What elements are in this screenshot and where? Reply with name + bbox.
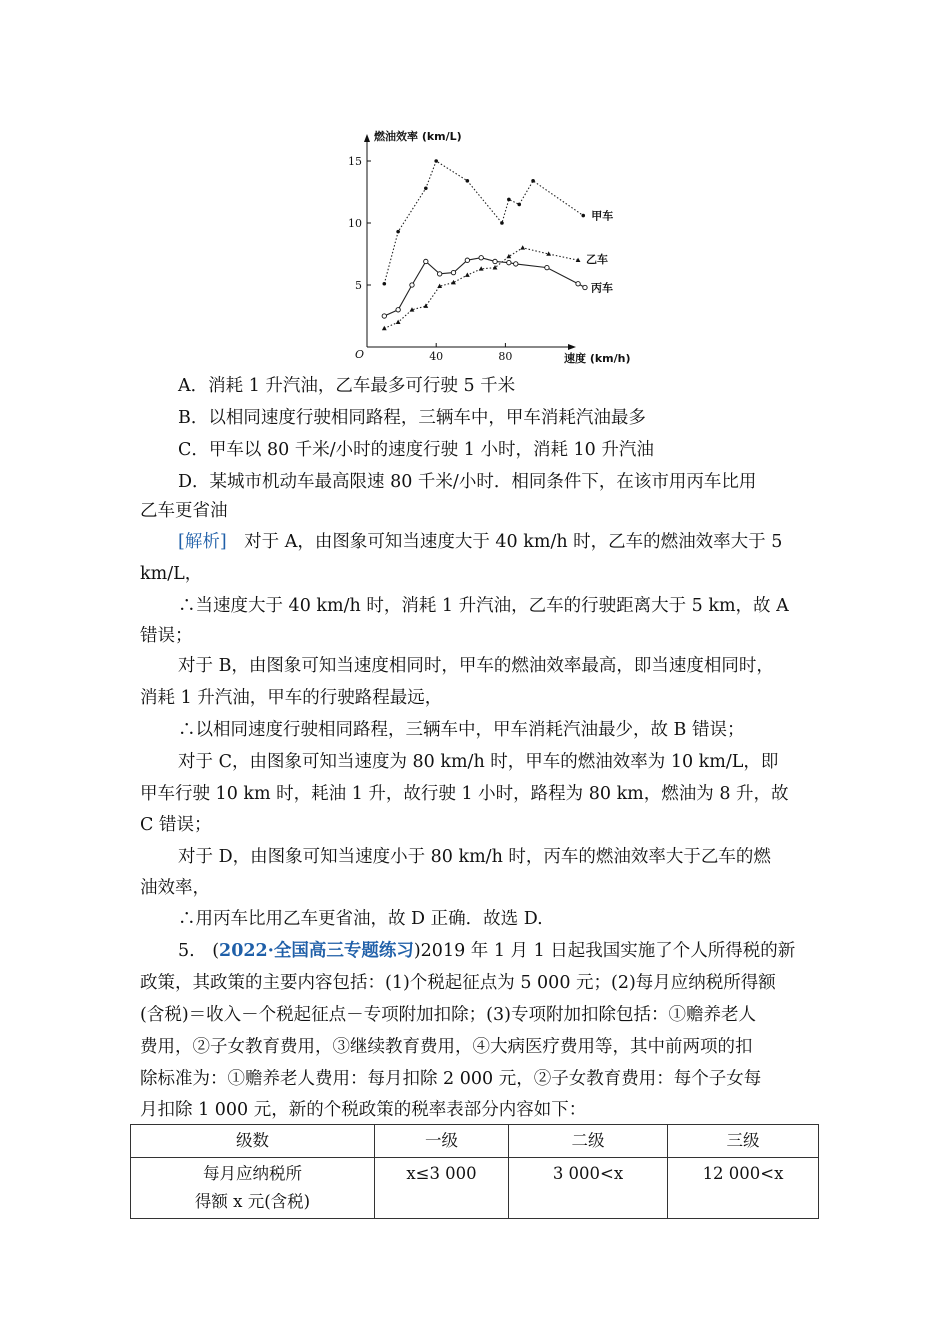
q5-line-3: (含税)＝收入－个税起征点－专项附加扣除；(3)专项附加扣除包括：①赡养老人 bbox=[140, 1005, 756, 1025]
data-point bbox=[517, 203, 521, 207]
table-row bbox=[131, 1158, 819, 1219]
analysis-line-11: 对于 D，由图象可知当速度小于 80 km/h 时，丙车的燃油效率大于乙车的燃 bbox=[178, 847, 771, 867]
x-axis-label: 速度 (km/h) bbox=[564, 352, 631, 365]
option-b: B．以相同速度行驶相同路程，三辆车中，甲车消耗汽油最多 bbox=[178, 408, 646, 428]
analysis-line-8: 对于 C，由图象可知当速度为 80 km/h 时，甲车的燃油效率为 10 km/L，即 bbox=[178, 752, 779, 772]
q5-line-5: 除标准为：①赡养老人费用：每月扣除 2 000 元，②子女教育费用：每个子女每 bbox=[140, 1069, 762, 1089]
x-tick-label: 80 bbox=[498, 350, 513, 363]
data-point bbox=[424, 259, 428, 263]
q5-number: 5. ( bbox=[178, 941, 220, 961]
data-point bbox=[507, 260, 511, 264]
series-label: 甲车 bbox=[591, 209, 614, 223]
option-d-line2: 乙车更省油 bbox=[140, 501, 228, 521]
data-point bbox=[493, 259, 497, 263]
q5-line-2: 政策，其政策的主要内容包括：(1)个税起征点为 5 000 元；(2)每月应纳税所得额 bbox=[140, 973, 776, 993]
table-header-cell: 三级 bbox=[668, 1125, 819, 1158]
data-point bbox=[410, 283, 414, 287]
analysis-line-3: ∴当速度大于 40 km/h 时，消耗 1 升汽油，乙车的行驶距离大于 5 km，故 A bbox=[178, 596, 789, 616]
data-point bbox=[465, 272, 470, 276]
q5-line-1 bbox=[178, 937, 795, 965]
analysis-line-12: 油效率， bbox=[140, 878, 210, 898]
data-point bbox=[437, 272, 441, 276]
data-point bbox=[500, 221, 504, 225]
data-point bbox=[514, 262, 518, 266]
y-tick-label: 15 bbox=[348, 155, 362, 168]
fuel-efficiency-chart bbox=[340, 122, 640, 372]
q5-text: )2019 年 1 月 1 日起我国实施了个人所得税的新 bbox=[413, 941, 796, 961]
y-tick-label: 5 bbox=[355, 279, 362, 292]
data-point bbox=[396, 230, 400, 234]
option-d-line1: D．某城市机动车最高限速 80 千米/小时．相同条件下，在该市用丙车比用 bbox=[178, 472, 757, 492]
analysis-line-1 bbox=[178, 528, 782, 556]
analysis-line-13: ∴用丙车比用乙车更省油，故 D 正确．故选 D. bbox=[178, 909, 543, 929]
table-header-row bbox=[131, 1125, 819, 1158]
table-header-cell: 二级 bbox=[509, 1125, 668, 1158]
option-a: A．消耗 1 升汽油，乙车最多可行驶 5 千米 bbox=[178, 376, 516, 396]
data-point bbox=[545, 265, 549, 269]
option-c: C．甲车以 80 千米/小时的速度行驶 1 小时，消耗 10 升汽油 bbox=[178, 440, 654, 460]
table-row-label-line2: 得额 x 元(含税) bbox=[194, 1192, 311, 1211]
q5-source: 2022·全国高三专题练习 bbox=[219, 941, 414, 961]
data-point bbox=[396, 308, 400, 312]
data-point bbox=[382, 314, 386, 318]
table-row-label bbox=[131, 1158, 375, 1219]
series-label: 丙车 bbox=[590, 281, 613, 295]
x-tick-label: 40 bbox=[429, 350, 444, 363]
data-point bbox=[383, 282, 387, 286]
tax-rate-table bbox=[130, 1124, 819, 1219]
data-point bbox=[506, 254, 511, 258]
analysis-line-9: 甲车行驶 10 km 时，耗油 1 升，故行驶 1 小时，路程为 80 km，燃油为 8 升，故 bbox=[140, 784, 789, 804]
data-point bbox=[581, 214, 585, 218]
series-line-3 bbox=[384, 258, 585, 316]
analysis-line-2: km/L， bbox=[140, 564, 203, 584]
data-point bbox=[576, 282, 580, 286]
data-point bbox=[465, 258, 469, 262]
data-point bbox=[451, 270, 455, 274]
table-cell: 3 000<x bbox=[509, 1158, 668, 1219]
data-point bbox=[382, 326, 387, 330]
table-cell: x≤3 000 bbox=[375, 1158, 509, 1219]
data-point bbox=[423, 303, 428, 307]
data-point bbox=[583, 285, 587, 289]
data-point bbox=[507, 198, 511, 202]
table-row-label-line1: 每月应纳税所 bbox=[203, 1164, 302, 1183]
table-header-cell: 级数 bbox=[131, 1125, 375, 1158]
analysis-line-10: C 错误； bbox=[140, 815, 212, 835]
data-point bbox=[466, 179, 470, 183]
q5-line-6: 月扣除 1 000 元，新的个税政策的税率表部分内容如下： bbox=[140, 1100, 587, 1120]
data-point bbox=[531, 179, 535, 183]
y-tick-label: 10 bbox=[348, 217, 362, 230]
analysis-line-5: 对于 B，由图象可知当速度相同时，甲车的燃油效率最高，即当速度相同时， bbox=[178, 656, 774, 676]
y-axis-arrow bbox=[364, 134, 370, 142]
data-point bbox=[520, 245, 525, 249]
data-point bbox=[434, 159, 438, 163]
origin-label: O bbox=[355, 348, 365, 361]
x-axis-arrow bbox=[568, 344, 576, 350]
analysis-line-7: ∴以相同速度行驶相同路程，三辆车中，甲车消耗汽油最少，故 B 错误； bbox=[178, 720, 745, 740]
analysis-line-4: 错误； bbox=[140, 626, 193, 646]
table-cell: 12 000<x bbox=[668, 1158, 819, 1219]
data-point bbox=[479, 256, 483, 260]
table-header-cell: 一级 bbox=[375, 1125, 509, 1158]
analysis-tag: [解析] bbox=[178, 532, 227, 552]
series-label: 乙车 bbox=[586, 253, 609, 267]
series-line-1 bbox=[384, 161, 583, 284]
analysis-line-6: 消耗 1 升汽油，甲车的行驶路程最远， bbox=[140, 688, 443, 708]
q5-line-4: 费用，②子女教育费用，③继续教育费用，④大病医疗费用等，其中前两项的扣 bbox=[140, 1037, 753, 1057]
data-point bbox=[424, 186, 428, 190]
analysis-text: 对于 A，由图象可知当速度大于 40 km/h 时，乙车的燃油效率大于 5 bbox=[226, 532, 783, 552]
y-axis-label: 燃油效率 (km/L) bbox=[374, 130, 462, 143]
